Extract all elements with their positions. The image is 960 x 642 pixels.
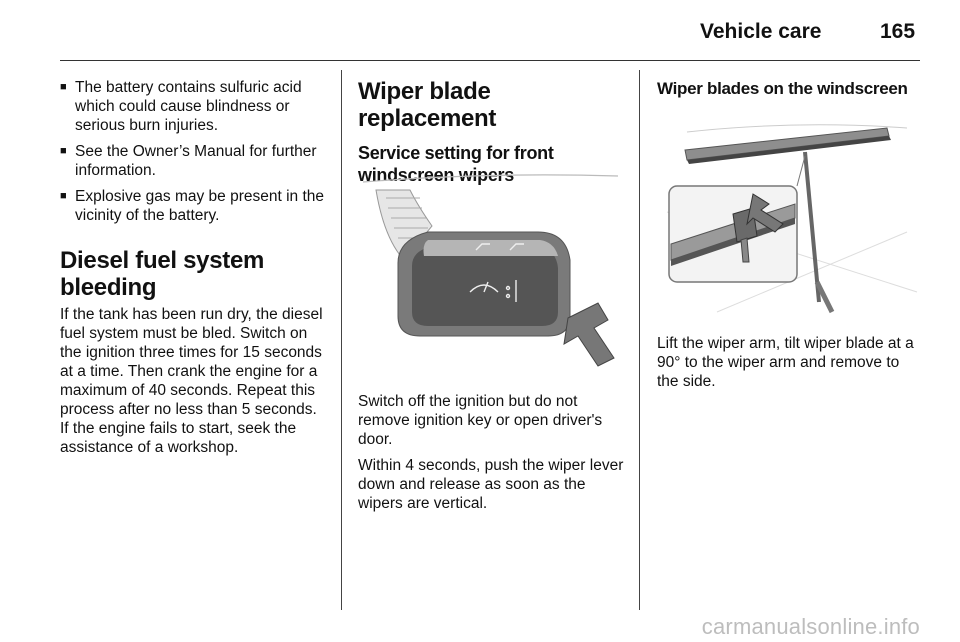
section-heading-diesel: Diesel fuel system bleeding <box>60 247 265 301</box>
bullet-square-icon: ■ <box>60 81 67 93</box>
list-item: ■ Explosive gas may be present in the vicinity of the battery. <box>60 188 324 224</box>
bullet-square-icon: ■ <box>60 190 67 202</box>
column-divider <box>341 70 342 610</box>
list-item: ■ See the Owner’s Manual for further information. <box>60 143 317 179</box>
column-2-lower <box>358 392 624 513</box>
subheading-service-setting: Service setting for front windscreen wipers <box>358 143 554 185</box>
section-title: Vehicle care <box>700 20 822 43</box>
list-item: ■ The battery contains sulfuric acid which could cause blindness or serious burn injuries. <box>60 79 302 134</box>
subheading-wiper-blades: Wiper blades on the windscreen <box>657 79 908 98</box>
column-divider <box>639 70 640 610</box>
column-3 <box>657 78 923 100</box>
bullet-square-icon: ■ <box>60 145 67 157</box>
wiper-blade-illustration <box>657 112 921 318</box>
column-1 <box>60 78 326 457</box>
wiper-paragraph-1: Switch off the ignition but do not remove ignition key or open driver's door. <box>358 393 603 448</box>
column-3-lower <box>657 334 923 391</box>
wiper-lever-illustration <box>358 168 622 378</box>
wiper-blade-paragraph: Lift the wiper arm, tilt wiper blade at a 90° to the wiper arm and remove to the side. <box>657 335 914 390</box>
header-divider <box>60 60 920 61</box>
watermark: carmanualsonline.info <box>701 614 920 639</box>
wiper-paragraph-2: Within 4 seconds, push the wiper lever down and release as soon as the wipers are vertical. <box>358 457 624 512</box>
page-number: 165 <box>880 20 916 43</box>
diesel-paragraph: If the tank has been run dry, the diesel fuel system must be bled. Switch on the ignition three times for 15 seconds at a time. Then crank the engine for a maximum of 40 seconds. Repeat this process after no less than 5 seconds. If the engine fails to start, seek the assistance of a workshop. <box>60 306 323 456</box>
section-heading-wiper: Wiper blade replacement <box>358 78 497 132</box>
battery-warning-list <box>60 78 326 225</box>
